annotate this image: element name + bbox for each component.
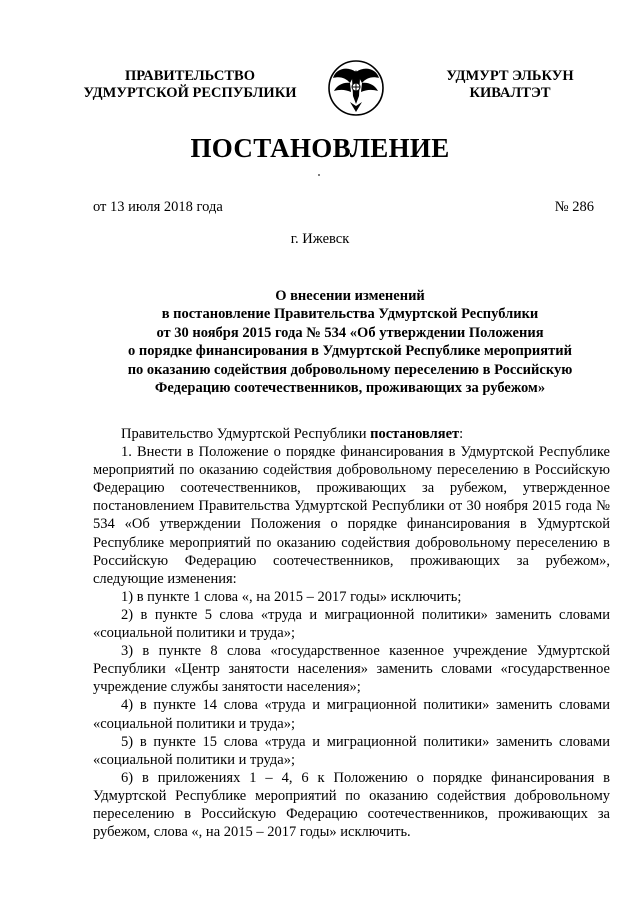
org-name-udmurt-line1: УДМУРТ ЭЛЬКУН (446, 68, 574, 84)
body-paragraph: 6) в приложениях 1 – 4, 6 к Положению о порядке финансирования в Удмуртской Республике мероприятий по оказанию содействия добровольному переселению в Российскую Федерацию соотечественников, проживающих за рубежом, слова «, на 2015 – 2017 годы» исключить. (93, 769, 610, 841)
document-number: № 286 (554, 199, 594, 215)
subject-line: о порядке финансирования в Удмуртской Республике мероприятий (128, 343, 572, 360)
org-name-russian-line1: ПРАВИТЕЛЬСТВО (125, 68, 255, 84)
body-paragraph: 1. Внести в Положение о порядке финансирования в Удмуртской Республике мероприятий по оказанию содействия добровольному переселению в Российскую Федерацию соотечественников, проживающих за рубежом, утвержденное постановлением Правительства Удмуртской Республики от 30 ноября 2015 года № 534 «Об утверждении Положения о порядке финансирования в Удмуртской Республике мероприятий по оказанию содействия добровольному переселению в Российскую Федерацию соотечественников, проживающих за рубежом», следующие изменения: (93, 444, 610, 587)
subject-line: Федерацию соотечественников, проживающих за рубежом» (154, 380, 546, 397)
document-date: от 13 июля 2018 года (93, 199, 223, 215)
body-paragraph: 4) в пункте 14 слова «труда и миграционной политики» заменить словами «социальной политики и труда»; (93, 697, 610, 732)
subject-line: от 30 ноября 2015 года № 534 «Об утверждении Положения (156, 324, 544, 341)
intro-text: Правительство Удмуртской Республики (121, 426, 371, 442)
document-body (93, 425, 610, 841)
body-paragraph: 1) в пункте 1 слова «, на 2015 – 2017 годы» исключить; (121, 588, 462, 605)
document-type-title: ПОСТАНОВЛЕНИЕ (190, 133, 450, 163)
intro-bold-verb: постановляет (370, 426, 460, 442)
document-city: г. Ижевск (290, 231, 350, 247)
org-name-udmurt-line2: КИВАЛТЭТ (469, 85, 551, 101)
subject-line: по оказанию содействия добровольному переселению в Российскую (127, 361, 573, 378)
coat-of-arms-emblem (326, 56, 386, 120)
subject-line: О внесении изменений (275, 288, 425, 304)
body-paragraph: 3) в пункте 8 слова «государственное казенное учреждение Удмуртской Республики «Центр занятости населения» заменить словами «государственное учреждение службы занятости населения»; (93, 643, 610, 696)
body-paragraph: 5) в пункте 15 слова «труда и миграционной политики» заменить словами «социальной политики и труда»; (93, 733, 610, 768)
org-name-udmurt (420, 68, 600, 102)
subject-line: в постановление Правительства Удмуртской Республики (161, 306, 539, 323)
org-name-russian-line2: УДМУРТСКОЙ РЕСПУБЛИКИ (83, 85, 297, 101)
decorative-dot (318, 174, 320, 176)
body-paragraph: 2) в пункте 5 слова «труда и миграционной политики» заменить словами «социальной политики и труда»; (93, 606, 610, 642)
intro-colon: : (459, 426, 464, 442)
intro-paragraph (93, 425, 610, 443)
org-name-russian (70, 68, 310, 102)
document-subject (80, 287, 620, 397)
